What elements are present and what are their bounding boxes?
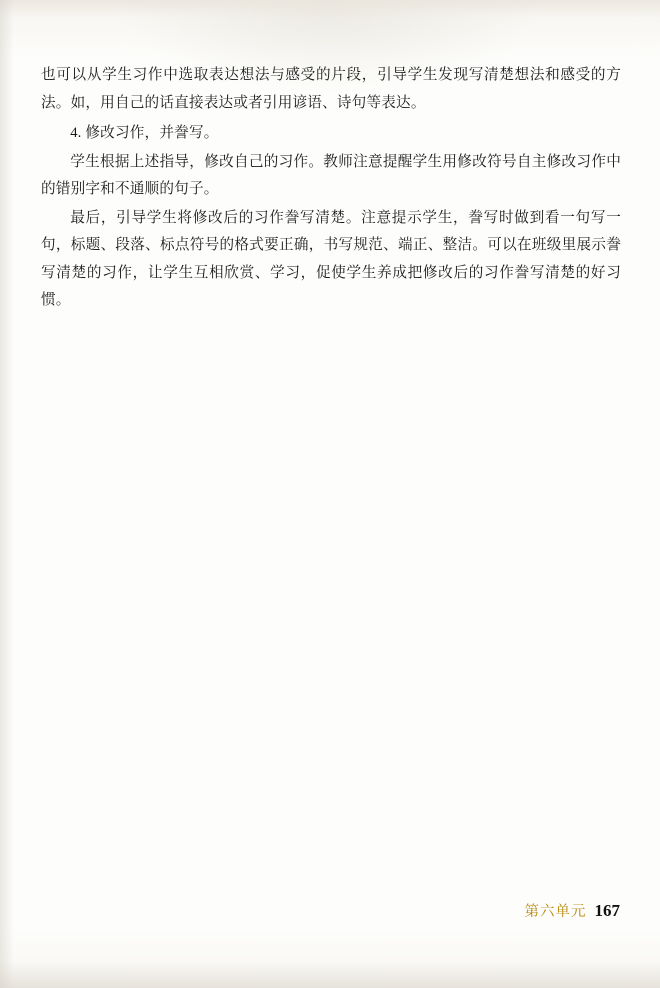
unit-label: 第六单元 xyxy=(524,904,587,920)
footer-content xyxy=(525,900,621,921)
paragraph-1: 也可以从学生习作中选取表达想法与感受的片段，引导学生发现写清楚想法和感受的方法。如，用自己的话直接表达或者引用谚语、诗句等表达。 xyxy=(41,67,621,111)
page-footer xyxy=(0,900,660,926)
paragraph-4: 最后，引导学生将修改后的习作誊写清楚。注意提示学生，誊写时做到看一句写一句，标题、段落、标点符号的格式要正确，书写规范、端正、整洁。可以在班级里展示誊写清楚的习作，让学生互相欣赏、学习，促使学生养成把修改后的习作誊写清楚的好习惯。 xyxy=(41,209,621,308)
page-top-edge-shading xyxy=(0,0,660,18)
page-body-text xyxy=(41,62,621,316)
page-spine-shading xyxy=(0,0,14,988)
paragraph-2-heading: 4. 修改习作，并誊写。 xyxy=(70,125,219,141)
page-bottom-edge-shading xyxy=(0,962,660,988)
paragraph-3: 学生根据上述指导，修改自己的习作。教师注意提醒学生用修改符号自主修改习作中的错别字和不通顺的句子。 xyxy=(41,153,621,197)
page-number: 167 xyxy=(594,901,620,920)
